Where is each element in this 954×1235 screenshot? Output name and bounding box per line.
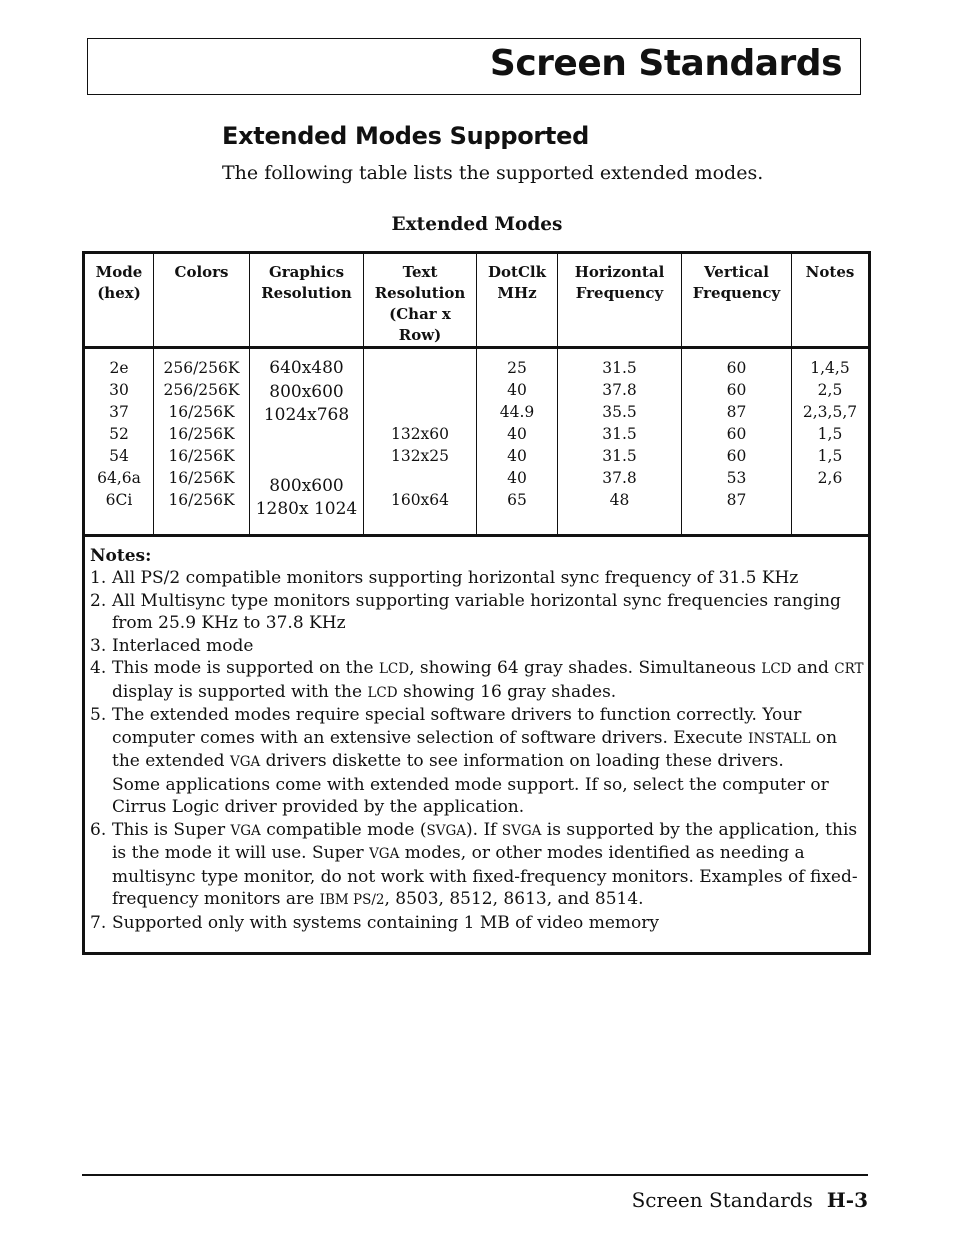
table-cell: 65 [507,491,527,509]
header-line: Row) [398,326,442,344]
note-number: 7. [90,912,107,933]
extended-modes-table [82,251,871,955]
notes-row [84,535,870,953]
table-cell: 2,5 [817,381,843,399]
note-text: VGA [369,846,400,862]
table-cell: 1280x 1024 [255,499,358,519]
note-text: All Multisync type monitors supporting variable horizontal sync frequencies ranging from 25.9 KHz to 37.8 KHz [112,590,841,633]
header-line: Frequency [575,284,664,302]
table-cell: 6Ci [105,491,133,509]
note-text: showing 16 gray shades. [397,681,617,702]
mode-column [84,348,154,536]
table-cell: 1024x768 [263,405,350,425]
table-cell: 2,3,5,7 [802,403,858,421]
note-text: compatible mode ( [260,819,427,840]
note-text: modes, or other modes identified as needing a multisync type monitor, do not work with fixed-frequency monitors. Examples of fixed-frequency monitors are [112,843,858,909]
header-line: Mode [95,263,143,281]
table-cell: 37.8 [602,381,637,399]
header-line: Resolution [261,284,352,302]
table-cell: 16/256K [168,491,235,509]
table-cell: 160x64 [390,491,450,509]
table-cell: 256/256K [163,381,240,399]
colors-column [154,348,250,536]
note-text: Supported only with systems containing 1 MB of video memory [112,912,659,933]
note-text: and [791,658,835,678]
text-resolution-column [364,348,477,536]
header-line: Text [402,263,438,281]
table-cell: 2e [109,359,129,377]
table-cell [366,401,474,423]
table-cell: 25 [507,359,527,377]
table-cell: 37.8 [602,469,637,487]
note-number: 6. [90,819,107,840]
note-number: 3. [90,635,107,656]
table-cell [252,451,361,475]
header-vertical-frequency [682,253,792,348]
note-number: 1. [90,568,107,588]
note-text: LCD [367,684,398,701]
table-cell: 40 [507,469,527,487]
note-item [90,819,864,912]
note-item [90,567,864,590]
header-line: (hex) [97,284,141,302]
table-cell: 800x600 [269,475,344,496]
table-cell: 132x60 [390,425,450,443]
header-line: Colors [174,263,229,281]
note-text: INSTALL [748,730,811,747]
table-header-row [84,253,870,348]
table-cell [252,428,361,452]
note-item [90,635,864,658]
note-text: This is Super [112,819,231,840]
header-line: (Char x [389,305,451,323]
footer-rule [82,1174,868,1176]
header-horizontal-frequency [558,253,682,348]
table-cell: 60 [726,381,747,399]
page-footer [632,1188,868,1212]
table-cell: 1,5 [817,447,843,465]
table-data-row [84,348,870,536]
table-cell: 60 [726,359,747,377]
header-line: Resolution [374,284,466,302]
table-cell: 132x25 [390,447,450,465]
note-text: ). If [466,819,502,840]
note-text: , showing 64 gray shades. Simultaneous [409,658,762,678]
note-item [90,657,864,704]
note-text: VGA [229,754,261,770]
note-number: 2. [90,590,107,611]
vertical-frequency-column [682,348,792,536]
note-text: , 8503, 8512, 8613, and 8514. [384,889,644,909]
note-text: IBM PS/2 [319,892,385,908]
horizontal-frequency-column [558,348,682,536]
table-cell: 40 [507,447,527,465]
note-text: All PS/2 compatible monitors supporting horizontal sync frequency of 31.5 KHz [112,568,799,588]
table-cell: 16/256K [168,447,235,465]
graphics-resolution-column [250,348,364,536]
header-mode [84,253,154,348]
table-cell [366,467,474,489]
table-cell: 87 [726,491,747,509]
page-title: Screen Standards [489,43,842,84]
notes-section [84,535,870,953]
note-text: VGA [230,822,261,839]
header-line: Frequency [692,284,781,302]
notes-ref-column [792,348,870,536]
table-cell: 87 [726,403,747,421]
table-cell [794,489,866,511]
table-cell: 31.5 [602,425,637,443]
note-number: 5. [90,705,107,725]
note-text: Some applications come with extended mode support. If so, select the computer or Cirrus Logic driver provided by the application. [112,774,829,817]
table-cell: 16/256K [168,469,235,487]
note-number: 4. [90,658,107,678]
table-cell: 60 [726,447,747,465]
header-line: Vertical [704,263,769,281]
note-text: drivers diskette to see information on loading these drivers. [260,751,784,771]
note-text: LCD [761,661,792,677]
note-text: SVGA [501,822,542,839]
table-cell: 1,4,5 [810,359,850,377]
table-cell: 48 [609,491,630,509]
table-cell: 35.5 [602,403,637,421]
header-graphics-resolution [250,253,364,348]
note-text: The extended modes require special software drivers to function correctly. Your computer comes with an extensive selection of software drivers. Execute [112,705,802,748]
table-cell: 60 [726,425,747,443]
table-cell: 1,5 [817,425,843,443]
table-cell [366,357,474,379]
table-cell: 16/256K [168,403,235,421]
section-heading: Extended Modes Supported [222,122,589,150]
table-cell: 2,6 [817,469,843,487]
header-line: Horizontal [574,263,665,281]
table-cell [366,379,474,401]
header-line: MHz [497,284,537,302]
table-cell: 31.5 [602,447,637,465]
note-text: This mode is supported on the [112,658,379,678]
table-cell: 40 [507,381,527,399]
table-cell: 44.9 [499,403,535,421]
header-text-resolution [364,253,477,348]
table-cell: 37 [109,403,129,421]
page-number: H-3 [826,1188,868,1212]
page-title-box [87,38,861,95]
header-dotclk [477,253,558,348]
table-cell: 53 [726,469,747,487]
table-cell: 16/256K [168,425,235,443]
table-cell: 30 [109,381,129,399]
note-item [90,912,864,935]
header-line: Notes [805,263,855,281]
header-colors [154,253,250,348]
table-cell: 54 [109,447,129,465]
table-cell: 64,6a [97,469,141,487]
header-line: DotClk [488,263,546,281]
table-cell: 640x480 [269,358,344,378]
table-cell: 800x600 [269,381,344,402]
note-text: Interlaced mode [112,635,254,656]
notes-label: Notes: [90,545,152,566]
notes-list [90,567,864,934]
note-text: SVGA [426,822,467,839]
table-cell: 52 [109,425,129,443]
header-line: Graphics [268,263,345,281]
note-text: display is supported with the [112,681,368,702]
note-item [90,590,864,635]
note-text: LCD [378,661,410,677]
table-cell: 40 [507,425,527,443]
header-notes [792,253,870,348]
table-cell: 256/256K [163,359,240,377]
footer-section-name: Screen Standards [631,1188,813,1212]
note-text: is supported by the application, this is the mode it will use. Super [112,819,858,863]
dotclk-column [477,348,558,536]
intro-text: The following table lists the supported extended modes. [222,162,764,184]
note-text: CRT [834,661,864,677]
table-cell: 31.5 [602,359,637,377]
note-item [90,704,864,819]
note-text: on the extended [112,727,838,771]
table-title: Extended Modes [391,214,563,235]
